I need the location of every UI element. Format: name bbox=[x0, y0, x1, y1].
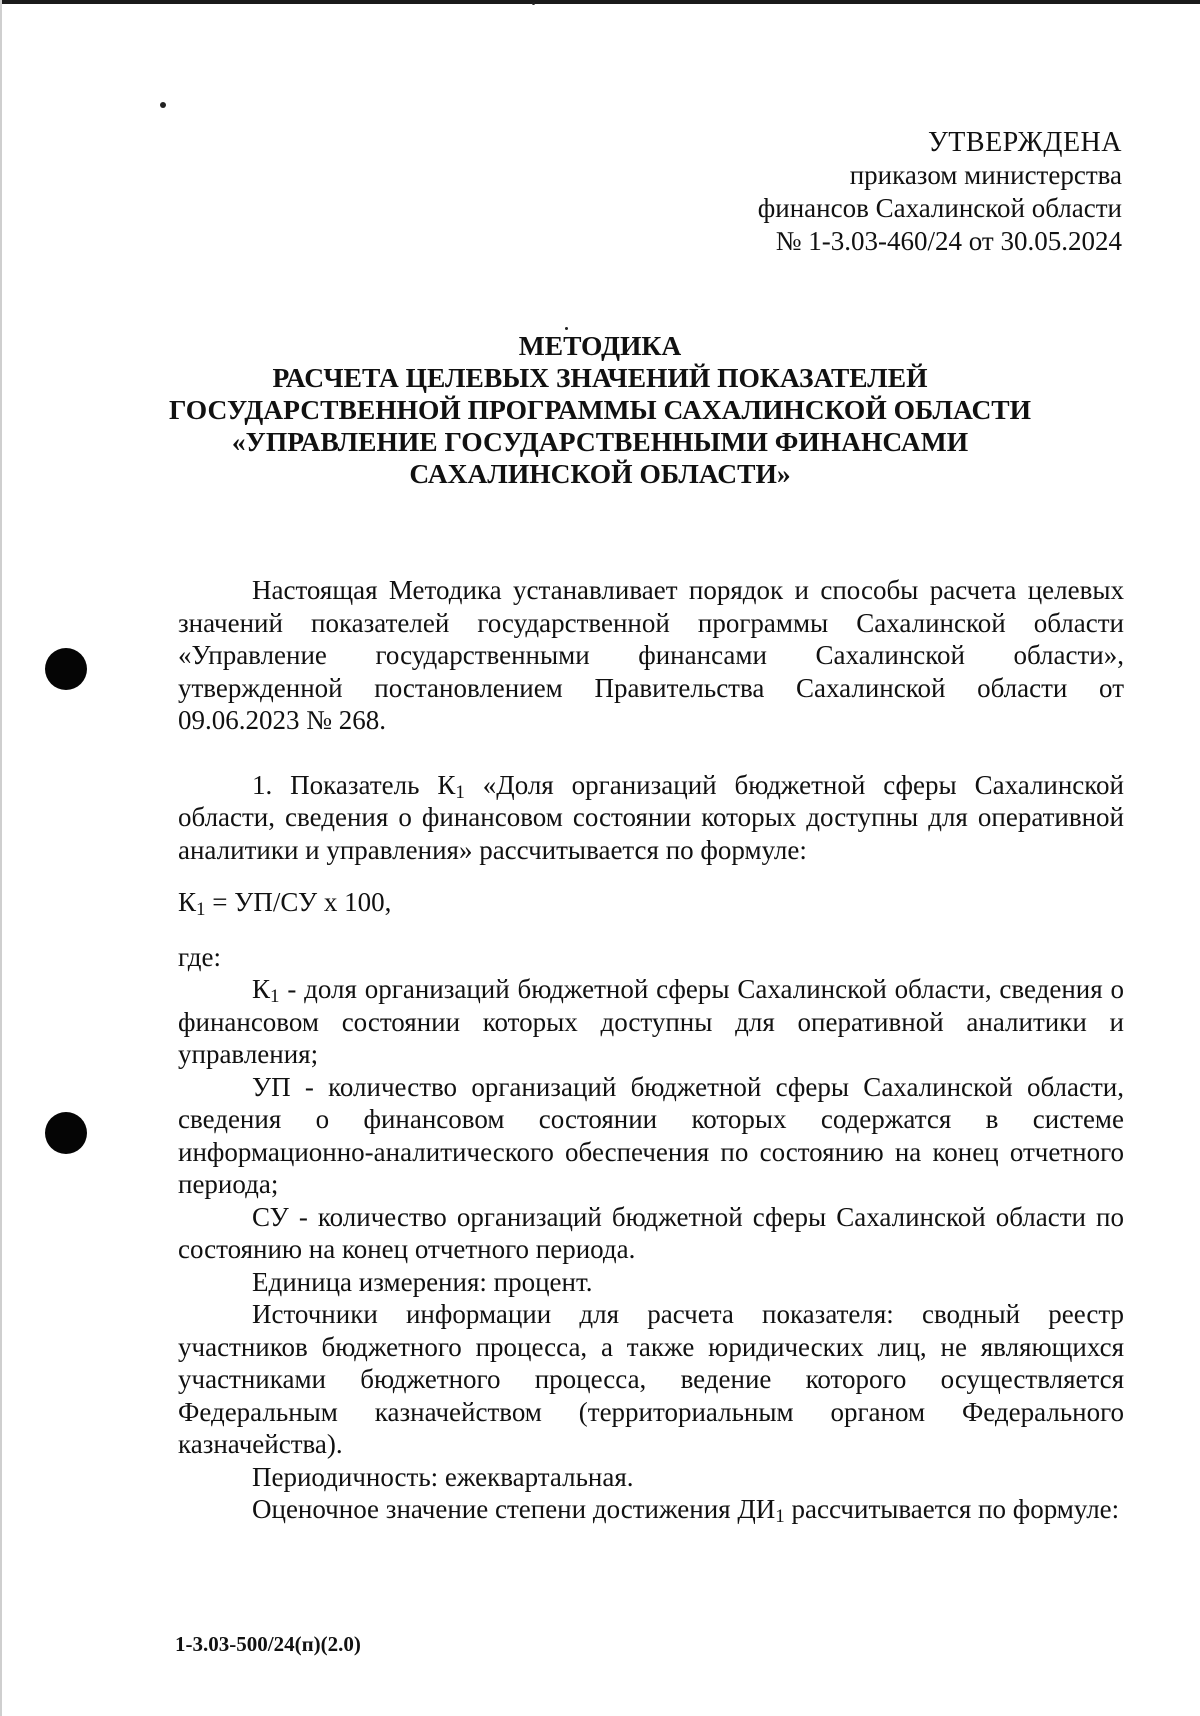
intro-paragraph: Настоящая Методика устанавливает порядок и способы расчета целевых значений показателей государственной программы Сахалинской области «Управление государственными финансами Сахалинской области», утвержденной постановлением Правительства Сахалинской области от 09.06.2023 № 268. bbox=[178, 575, 1124, 735]
approval-title: УТВЕРЖДЕНА bbox=[927, 127, 1122, 158]
indicator-1-paragraph: 1. Показатель $К_1$ «Доля организаций бюджетной сферы Сахалинской области, сведения о финансовом состоянии которых доступны для оперативной аналитики и управления» рассчитывается по формуле: bbox=[178, 769, 1124, 865]
approval-line: приказом министерства bbox=[849, 160, 1122, 190]
scan-speck bbox=[532, 2, 535, 5]
document-title bbox=[160, 330, 1040, 490]
definition-up: УП - количество организаций бюджетной сферы Сахалинской области, сведения о финансовом состоянии которых содержатся в системе информационно-аналитического обеспечения по состоянию на конец отчетного периода; bbox=[178, 1071, 1124, 1199]
punch-hole bbox=[45, 1112, 87, 1154]
definition-k1: $К_1$ - доля организаций бюджетной сферы Сахалинской области, сведения о финансовом состоянии которых доступны для оперативной аналитики и управления; bbox=[178, 974, 1124, 1069]
footer-document-code: 1-3.03-500/24(п)(2.0) bbox=[175, 1632, 361, 1656]
title-line: РАСЧЕТА ЦЕЛЕВЫХ ЗНАЧЕНИЙ ПОКАЗАТЕЛЕЙ bbox=[272, 362, 928, 393]
approval-line: финансов Сахалинской области bbox=[757, 193, 1122, 223]
title-line: МЕТОДИКА bbox=[518, 330, 682, 361]
where-label: где: bbox=[178, 941, 221, 972]
approval-order-number: № 1-3.03-460/24 от 30.05.2024 bbox=[775, 226, 1122, 256]
periodicity-paragraph: Периодичность: ежеквартальная. bbox=[252, 1461, 634, 1492]
approval-stamp-block bbox=[758, 126, 1122, 258]
estimate-paragraph: Оценочное значение степени достижения $ДИ_1$ рассчитывается по формуле: bbox=[252, 1494, 1120, 1527]
formula-k1: $К_1 = УП/СУ$ х 100, bbox=[178, 887, 392, 920]
scan-speck bbox=[160, 102, 166, 108]
punch-hole bbox=[45, 648, 87, 690]
scan-left-edge bbox=[0, 0, 2, 1716]
title-line: ГОСУДАРСТВЕННОЙ ПРОГРАММЫ САХАЛИНСКОЙ ОБЛАСТИ bbox=[168, 394, 1032, 425]
sources-paragraph: Источники информации для расчета показателя: сводный реестр участников бюджетного процесса, а также юридических лиц, не являющихся участниками бюджетного процесса, ведение которого осуществляется Федеральным казначейством (территориальным органом Федерального казначейства). bbox=[178, 1299, 1124, 1459]
definition-su: СУ - количество организаций бюджетной сферы Сахалинской области по состоянию на конец отчетного периода. bbox=[178, 1201, 1124, 1264]
scan-top-edge bbox=[0, 0, 1200, 4]
document-body bbox=[178, 574, 1124, 1526]
unit-paragraph: Единица измерения: процент. bbox=[252, 1266, 593, 1297]
title-line: САХАЛИНСКОЙ ОБЛАСТИ» bbox=[409, 458, 791, 489]
title-line: «УПРАВЛЕНИЕ ГОСУДАРСТВЕННЫМИ ФИНАНСАМИ bbox=[231, 426, 969, 457]
